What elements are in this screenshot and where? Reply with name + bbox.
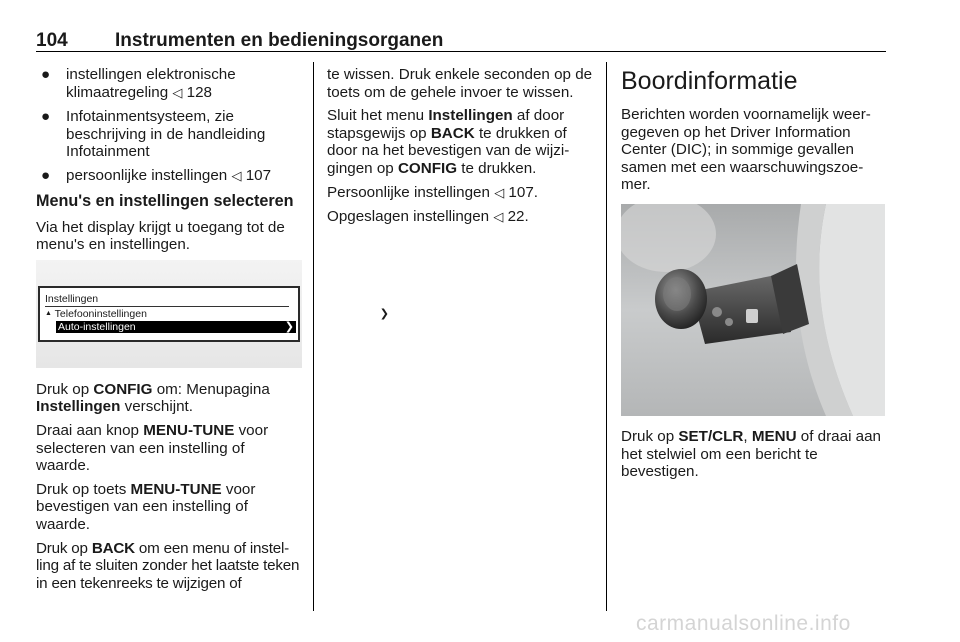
list-item: ● instellingen elektronische klimaatregeling ◁ 128 — [41, 66, 236, 101]
list-item: ● Infotainmentsysteem, zie beschrijving in de handleiding Infotainment — [41, 108, 266, 161]
paragraph: Druk op BACK om een menu of instel-ling af te sluiten zonder het laatste teken in een tekenreeks te wijzigen of — [36, 539, 300, 592]
column-1 — [36, 66, 389, 598]
reference-arrow-icon: ◁ — [231, 168, 242, 184]
steering-stalk-photo — [621, 204, 885, 416]
header-rule — [36, 51, 886, 52]
page-number: 104 — [36, 30, 68, 51]
column-3 — [621, 66, 885, 487]
up-arrow-icon: ▲ — [45, 309, 52, 317]
watermark: carmanualsonline.info — [636, 612, 851, 635]
page-reference[interactable]: 107 — [245, 166, 272, 184]
key-name: CONFIG — [397, 159, 458, 177]
section-title: Menu's en instellingen selecteren — [36, 191, 294, 210]
paragraph: Persoonlijke instellingen ◁ 107. — [327, 183, 538, 201]
bullet-icon: ● — [41, 166, 51, 184]
intro-paragraph: Via het display krijgt u toegang tot de menu's en instellingen. — [36, 218, 285, 254]
column-divider-2 — [606, 62, 607, 611]
display-menu-item: ▲ Telefooninstellingen ❯ — [45, 307, 389, 320]
display-screen — [38, 286, 389, 342]
paragraph: Druk op SET/CLR, MENU of draai aan het stelwiel om een bericht te bevestigen. — [621, 427, 881, 481]
bullet-list — [36, 66, 302, 186]
paragraph: Opgeslagen instellingen ◁ 22. — [327, 208, 529, 226]
steering-stalk-illustration — [621, 204, 885, 416]
display-illustration — [36, 260, 389, 368]
bullet-icon: ● — [41, 108, 51, 126]
key-name: BACK — [91, 539, 135, 557]
column-2 — [327, 66, 593, 233]
page-reference[interactable]: 128 — [186, 83, 212, 101]
key-name: BACK — [430, 124, 475, 142]
page-reference[interactable]: 107. — [508, 183, 538, 201]
paragraph: Sluit het menu Instellingen af door stapsgewijs op BACK te drukken of door na het bevestigen van de wijzi-gingen op CONFIG te drukken. — [327, 107, 570, 177]
paragraph: Druk op toets MENU-TUNE voor bevestigen van een instelling of waarde. — [36, 480, 256, 533]
reference-arrow-icon: ◁ — [494, 185, 505, 201]
display-menu-item-selected: Auto-instellingen ❯ — [58, 320, 294, 333]
chevron-right-icon: ❯ — [379, 307, 389, 320]
display-menu-title: Instellingen — [45, 292, 99, 305]
bullet-icon: ● — [41, 66, 51, 83]
paragraph: Draai aan knop MENU-TUNE voor selecteren van een instelling of waarde. — [36, 421, 269, 475]
page-header — [36, 30, 886, 52]
chapter-title: Instrumenten en bedieningsorganen — [115, 30, 444, 51]
chevron-right-icon: ❯ — [284, 320, 294, 333]
display-divider — [45, 306, 289, 307]
paragraph: te wissen. Druk enkele seconden op de toets om de gehele invoer te wissen. — [327, 66, 593, 101]
page-reference[interactable]: 22. — [507, 208, 529, 226]
key-name: MENU-TUNE — [130, 480, 222, 498]
key-name: CONFIG — [93, 380, 153, 398]
key-name: SET/CLR — [678, 427, 744, 445]
reference-arrow-icon: ◁ — [493, 210, 504, 226]
key-name: MENU — [751, 427, 797, 445]
reference-arrow-icon: ◁ — [172, 85, 183, 101]
key-name: Instellingen — [36, 398, 121, 416]
column-divider-1 — [313, 62, 314, 611]
key-name: MENU-TUNE — [143, 421, 235, 439]
section-title: Boordinformatie — [621, 67, 798, 95]
key-name: Instellingen — [428, 107, 513, 125]
paragraph: Druk op CONFIG om: Menupagina Instellingen verschijnt. — [36, 380, 270, 416]
intro-paragraph: Berichten worden voornamelijk weer-gegeven op het Driver Information Center (DIC); in sommige gevallen samen met een waarschuwingszoe-mer. — [621, 106, 871, 194]
list-item: ● persoonlijke instellingen ◁ 107 — [41, 166, 272, 184]
